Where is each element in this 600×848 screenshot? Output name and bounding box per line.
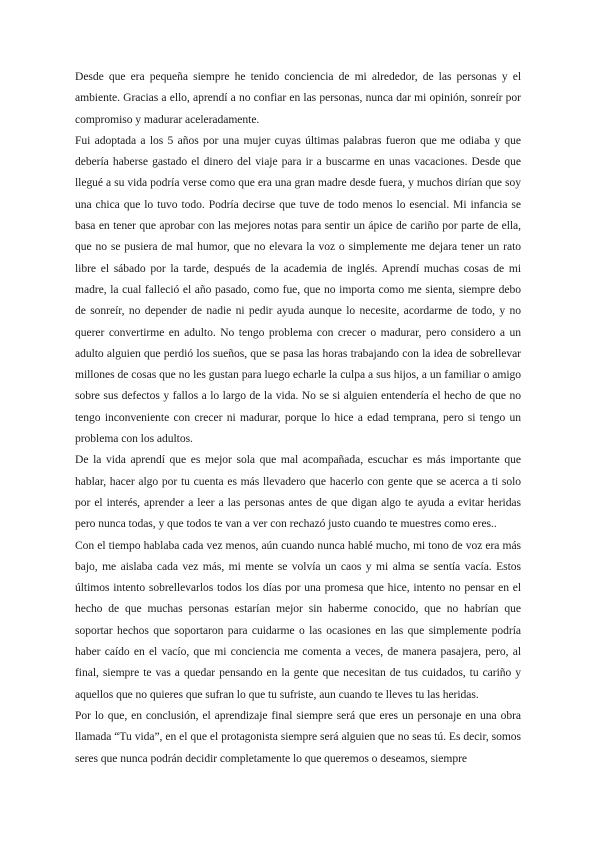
paragraph-life-lessons: De la vida aprendí que es mejor sola que mal acompañada, escuchar es más importante que hablar, hacer algo por tu cuenta es más llevadero que hacerlo con gente que se acerca a ti solo por el interés, aprender a leer a las personas antes de que digan algo te ayuda a evitar heridas pero nunca todas, y que todos te van a ver con rechazó justo cuando te muestres como eres.. bbox=[75, 453, 521, 531]
document-page bbox=[75, 66, 521, 769]
paragraph-conclusion: Por lo que, en conclusión, el aprendizaje final siempre será que eres un personaje en una obra llamada “Tu vida”, en el que el protagonista siempre será alguien que no seas tú. Es decir, somos seres que nunca podrán decidir completamente lo que queremos o deseamos, siempre bbox=[75, 708, 521, 765]
paragraph-isolation: Con el tiempo hablaba cada vez menos, aún cuando nunca hablé mucho, mi tono de voz era más bajo, me aislaba cada vez más, mi mente se volvía un caos y mi alma se sentía vacía. Estos últimos intento sobrellevarlos todos los días por una promesa que hice, intento no pensar en el hecho de que muchas personas estarían mejor sin haberme conocido, que no habrían que soportar hechos que soportaron para cuidarme o las ocasiones en las que simplemente podría haber caído en el vacío, que mi conciencia me comenta a veces, de manera pasajera, pero, al final, siempre te vas a quedar pensando en la gente que necesitan de tus cuidados, tu cariño y aquellos que no quieres que sufran lo que tu sufriste, aun cuando te lleves tu las heridas. bbox=[75, 538, 521, 701]
paragraph-intro: Desde que era pequeña siempre he tenido conciencia de mi alrededor, de las personas y el ambiente. Gracias a ello, aprendí a no confiar en las personas, nunca dar mi opinión, sonreír por compromiso y madurar aceleradamente. bbox=[75, 70, 521, 126]
paragraph-adoption: Fui adoptada a los 5 años por una mujer cuyas últimas palabras fueron que me odiaba y que debería haberse gastado el dinero del viaje para ir a buscarme en unas vacaciones. Desde que llegué a su vida podría verse como que era una gran madre desde fuera, y muchos dirían que soy una chica que lo tuvo todo. Podría decirse que tuve de todo menos lo esencial. Mi infancia se basa en tener que aprobar con las mejores notas para sentir un ápice de cariño por parte de ella, que no se pusiera de mal humor, que no elevara la voz o simplemente me dejara tener un rato libre el sábado por la tarde, después de la academia de inglés. Aprendí muchas cosas de mi madre, la cual falleció el año pasado, como fue, que no importa como me sienta, siempre debo de sonreír, no depender de nadie ni pedir ayuda aunque lo necesite, acordarme de todo, y no querer convertirme en adulto. No tengo problema con crecer o madurar, pero considero a un adulto alguien que perdió los sueños, que se pasa las horas trabajando con la idea de sobrellevar millones de cosas que no les gustan para luego echarle la culpa a sus hijos, a un familiar o amigo sobre sus defectos y fallos a lo largo de la vida. No se si alguien entendería el hecho de que no tengo inconveniente con crecer ni madurar, porque lo hice a edad temprana, pero si tengo un problema con los adultos. bbox=[75, 133, 521, 446]
